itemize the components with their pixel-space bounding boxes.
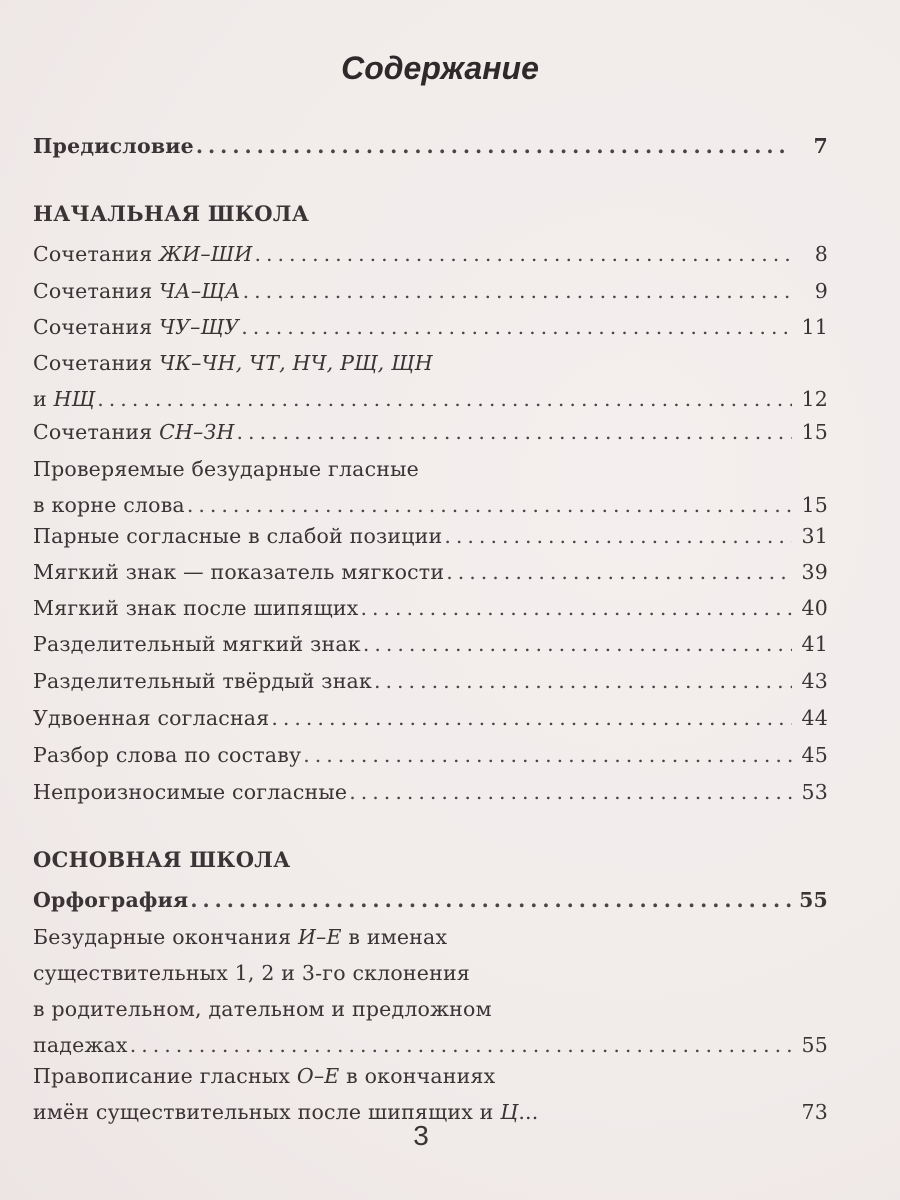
entry-title-cont: падежах xyxy=(33,1033,128,1057)
leader-dots xyxy=(446,554,792,590)
entry-page: 43 xyxy=(801,669,828,693)
entry-title-cont: в корне слова xyxy=(33,493,185,517)
entry-page: 41 xyxy=(801,632,828,656)
entry-page: 73 xyxy=(801,1100,828,1124)
entry-page: 44 xyxy=(801,706,828,730)
entry-title: Разделительный мягкий знак xyxy=(33,632,361,656)
entry-page: 12 xyxy=(801,387,828,411)
toc-entry xyxy=(33,774,828,810)
entry-page: 7 xyxy=(813,134,828,158)
toc-entry xyxy=(33,451,828,523)
leader-dots xyxy=(444,518,792,554)
entry-title: Сочетания xyxy=(33,279,160,303)
leader-dots xyxy=(303,737,792,773)
toc-entry-preface xyxy=(33,128,828,164)
entry-title-italic: СН–ЗН xyxy=(159,420,235,444)
entry-title: Удвоенная согласная xyxy=(33,706,270,730)
toc-entry xyxy=(33,590,828,626)
entry-title: Предисловие xyxy=(33,134,194,158)
leader-dots xyxy=(97,381,792,417)
entry-title: Правописание гласных xyxy=(33,1064,297,1088)
entry-title: Непроизносимые согласные xyxy=(33,780,348,804)
entry-title-italic: ЖИ–ШИ xyxy=(159,242,253,266)
entry-title: в именах xyxy=(341,925,448,949)
leader-dots xyxy=(360,590,792,626)
leader-dots xyxy=(196,128,792,164)
entry-title: Безударные окончания xyxy=(33,925,298,949)
entry-title-cont: и xyxy=(33,387,54,411)
entry-page: 55 xyxy=(801,1033,828,1057)
entry-page: 40 xyxy=(801,596,828,620)
toc-entry xyxy=(33,737,828,773)
entry-title: ... xyxy=(518,1100,539,1124)
leader-dots xyxy=(241,309,792,345)
toc-entry xyxy=(33,518,828,554)
entry-title-italic: О–Е xyxy=(296,1064,340,1088)
entry-title: Разбор слова по составу xyxy=(33,743,302,767)
entry-title-italic: ЧК–ЧН, ЧТ, НЧ, РЩ, ЩН xyxy=(159,351,433,375)
entry-title-cont: в родительном, дательном и предложном xyxy=(33,997,492,1021)
entry-title-italic: ЧУ–ЩУ xyxy=(159,315,240,339)
entry-page: 8 xyxy=(814,242,828,266)
leader-dots xyxy=(243,273,792,309)
entry-page: 11 xyxy=(801,315,828,339)
entry-title-cont: существительных 1, 2 и 3-го склонения xyxy=(33,961,470,985)
toc-entry xyxy=(33,414,828,450)
toc-entry xyxy=(33,919,828,1063)
leader-dots xyxy=(255,236,793,272)
entry-title: в окончаниях xyxy=(339,1064,496,1088)
entry-title: Орфография xyxy=(33,888,189,912)
entry-page: 39 xyxy=(801,560,828,584)
page-title: Содержание xyxy=(341,50,539,86)
entry-title-italic: Ц xyxy=(500,1100,519,1124)
entry-title-italic: НЩ xyxy=(53,387,96,411)
leader-dots xyxy=(190,882,792,918)
toc-entry xyxy=(33,273,828,309)
entry-page: 53 xyxy=(801,780,828,804)
entry-page: 55 xyxy=(799,888,828,912)
toc-entry xyxy=(33,700,828,736)
toc-entry xyxy=(33,882,828,918)
entry-title: Парные согласные в слабой позиции xyxy=(33,524,443,548)
entry-title-italic: И–Е xyxy=(297,925,342,949)
toc-entry xyxy=(33,345,828,417)
leader-dots xyxy=(237,414,792,450)
leader-dots xyxy=(374,663,792,699)
entry-page: 15 xyxy=(801,493,828,517)
entry-title: Разделительный твёрдый знак xyxy=(33,669,372,693)
toc-entry xyxy=(33,236,828,272)
entry-title: Проверяемые безударные гласные xyxy=(33,457,420,481)
entry-title: Мягкий знак — показатель мягкости xyxy=(33,560,445,584)
toc-entry xyxy=(33,663,828,699)
entry-title: Мягкий знак после шипящих xyxy=(33,596,359,620)
leader-dots xyxy=(363,626,792,662)
page-number: 3 xyxy=(413,1120,429,1151)
leader-dots xyxy=(349,774,792,810)
section-heading-primary: НАЧАЛЬНАЯ ШКОЛА xyxy=(33,201,310,226)
entry-page: 15 xyxy=(801,420,828,444)
entry-title-cont: имён существительных после шипящих и xyxy=(33,1100,501,1124)
entry-page: 9 xyxy=(814,279,828,303)
entry-title: Сочетания xyxy=(33,420,160,444)
entry-title: Сочетания xyxy=(33,351,160,375)
toc-entry xyxy=(33,626,828,662)
entry-page: 45 xyxy=(801,743,828,767)
entry-page: 31 xyxy=(801,524,828,548)
entry-title-italic: ЧА–ЩА xyxy=(159,279,241,303)
leader-dots xyxy=(271,700,792,736)
toc-entry xyxy=(33,554,828,590)
entry-title: Сочетания xyxy=(33,315,160,339)
entry-title: Сочетания xyxy=(33,242,160,266)
toc-entry xyxy=(33,309,828,345)
section-heading-secondary: ОСНОВНАЯ ШКОЛА xyxy=(33,847,291,872)
